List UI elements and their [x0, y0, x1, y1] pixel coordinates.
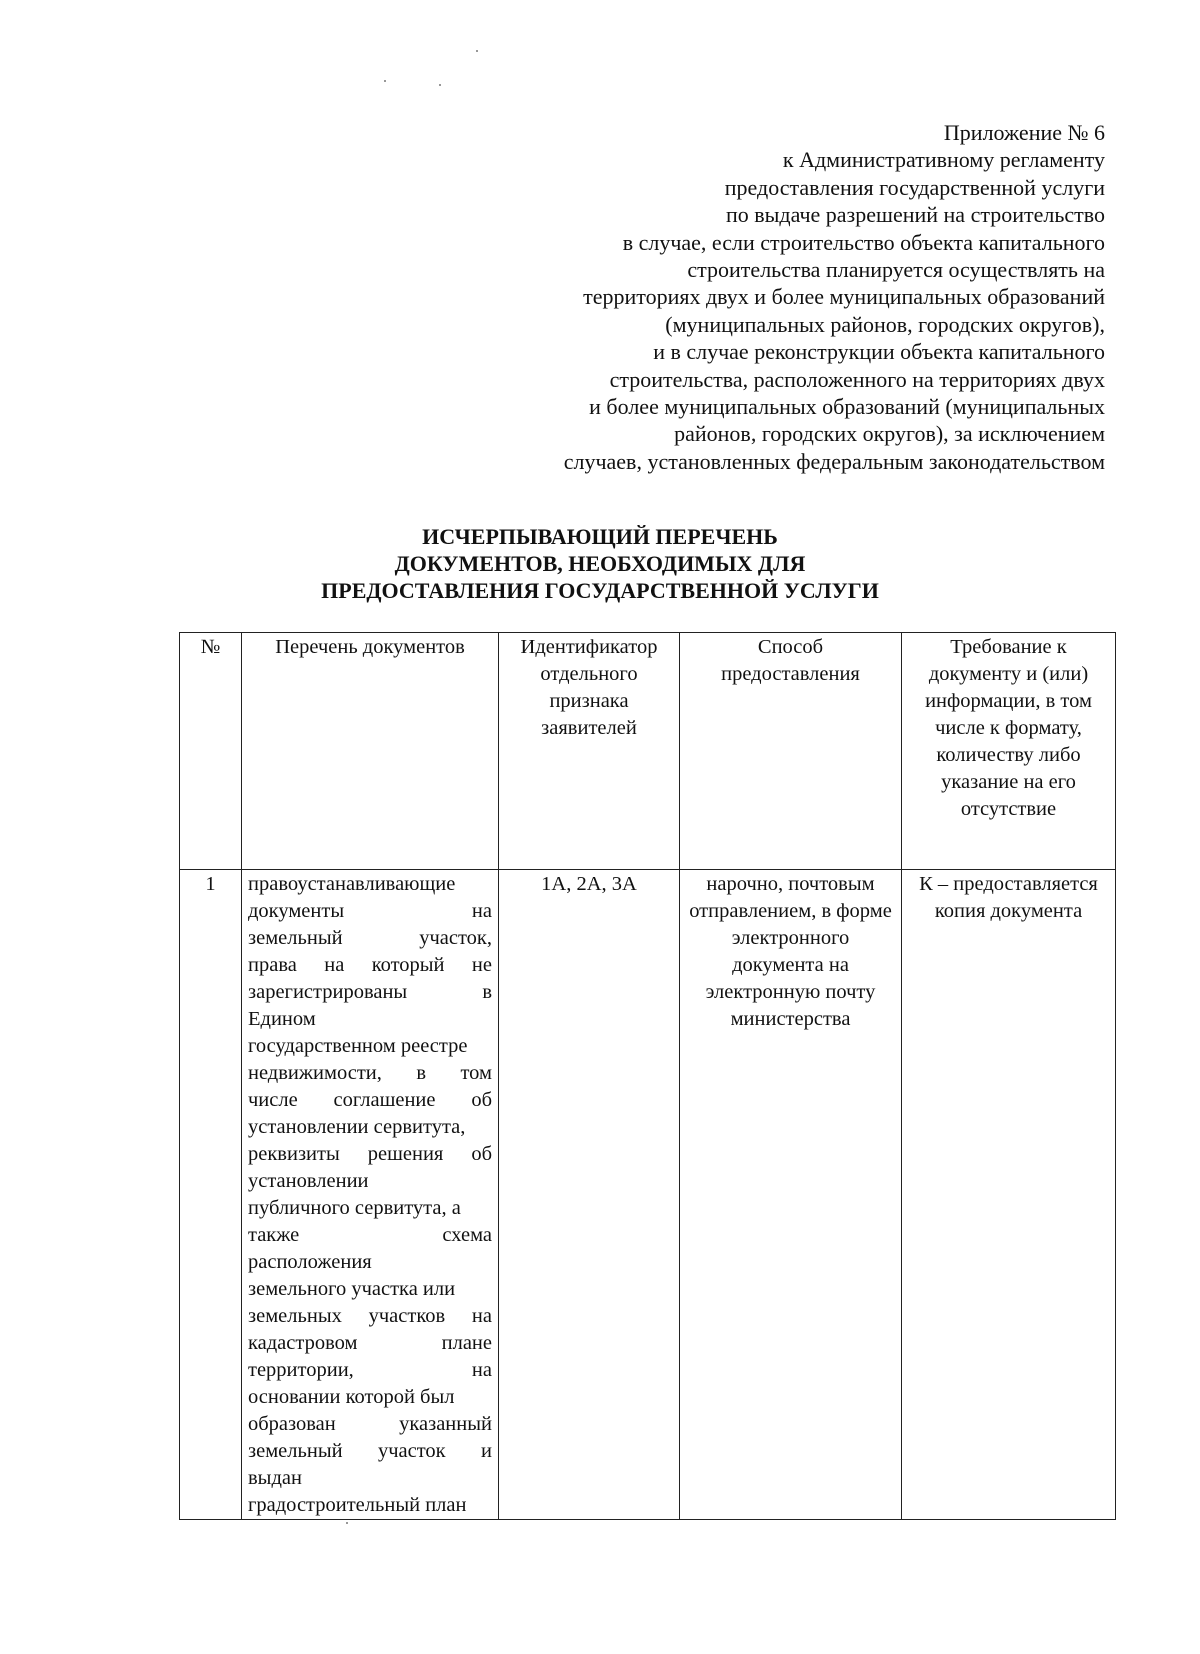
appendix-line: Приложение № 6 [943, 120, 1105, 145]
appendix-line: и более муниципальных образований (муниципальных [589, 394, 1105, 420]
appendix-line: строительства планируется осуществлять на [687, 257, 1105, 283]
doc-line: территории, на [248, 1359, 492, 1381]
appendix-line: в случае, если строительство объекта капитального [622, 229, 1105, 255]
appendix-line: территориях двух и более муниципальных образований [583, 284, 1105, 310]
doc-line: земельный участок и [248, 1440, 492, 1462]
appendix-line: (муниципальных районов, городских округов), [665, 311, 1105, 337]
appendix-line: к Административному регламенту [782, 147, 1105, 173]
appendix-line: предоставления государственной услуги [724, 174, 1105, 200]
header-identifier: Идентификатор отдельного признака заявителей [499, 633, 680, 870]
row-requirement: К – предоставляется копия документа [902, 870, 1116, 1520]
doc-line: выдан [248, 1467, 302, 1489]
doc-line: основании которой был [248, 1386, 455, 1408]
doc-line: права на который не [248, 954, 492, 976]
doc-line: документы на [248, 900, 492, 922]
row-identifier: 1А, 2А, 3А [499, 870, 680, 1520]
doc-line: недвижимости, в том [248, 1062, 492, 1084]
table-row [180, 870, 1116, 1520]
header-documents: Перечень документов [242, 633, 499, 870]
doc-line: установлении сервитута, [248, 1116, 466, 1138]
doc-line: кадастровом плане [248, 1332, 492, 1354]
doc-line: публичного сервитута, а [248, 1197, 461, 1219]
title-line: ПРЕДОСТАВЛЕНИЯ ГОСУДАРСТВЕННОЙ УСЛУГИ [321, 578, 879, 603]
doc-line: земельных участков на [248, 1305, 492, 1327]
appendix-line: случаев, установленных федеральным законодательством [563, 448, 1105, 474]
doc-line: правоустанавливающие [248, 873, 456, 895]
doc-line: реквизиты решения об [248, 1143, 492, 1165]
appendix-line: районов, городских округов), за исключением [674, 421, 1105, 447]
scan-speck [384, 80, 386, 82]
scan-speck [439, 84, 441, 86]
appendix-line: и в случае реконструкции объекта капитального [653, 339, 1105, 365]
doc-line: также схема [248, 1224, 492, 1246]
row-number: 1 [180, 870, 242, 1520]
scan-speck [346, 1522, 348, 1524]
doc-line: земельный участок, [248, 927, 492, 949]
doc-line: государственном реестре [248, 1035, 468, 1057]
doc-line: Едином [248, 1008, 316, 1030]
scan-speck [476, 50, 478, 52]
appendix-line: строительства, расположенного на территориях двух [609, 366, 1105, 392]
doc-line: градостроительный план [248, 1494, 467, 1516]
doc-line: установлении [248, 1170, 369, 1192]
header-requirement: Требование к документу и (или) информации, в том числе к формату, количеству либо указание на его отсутствие [902, 633, 1116, 870]
appendix-header [465, 119, 1105, 475]
doc-line: расположения [248, 1251, 372, 1273]
table-header-row [180, 633, 1116, 870]
title-line: ДОКУМЕНТОВ, НЕОБХОДИМЫХ ДЛЯ [394, 551, 806, 576]
appendix-line: по выдаче разрешений на строительство [725, 202, 1105, 228]
header-method: Способ предоставления [680, 633, 902, 870]
document-title [0, 523, 1200, 604]
title-line: ИСЧЕРПЫВАЮЩИЙ ПЕРЕЧЕНЬ [422, 524, 778, 549]
row-documents [242, 870, 499, 1520]
doc-line: числе соглашение об [248, 1089, 492, 1111]
documents-table [179, 632, 1116, 1520]
header-number: № [180, 633, 242, 870]
doc-line: зарегистрированы в [248, 981, 492, 1003]
doc-line: образован указанный [248, 1413, 492, 1435]
row-method: нарочно, почтовым отправлением, в форме электронного документа на электронную почту министерства [680, 870, 902, 1520]
doc-line: земельного участка или [248, 1278, 456, 1300]
